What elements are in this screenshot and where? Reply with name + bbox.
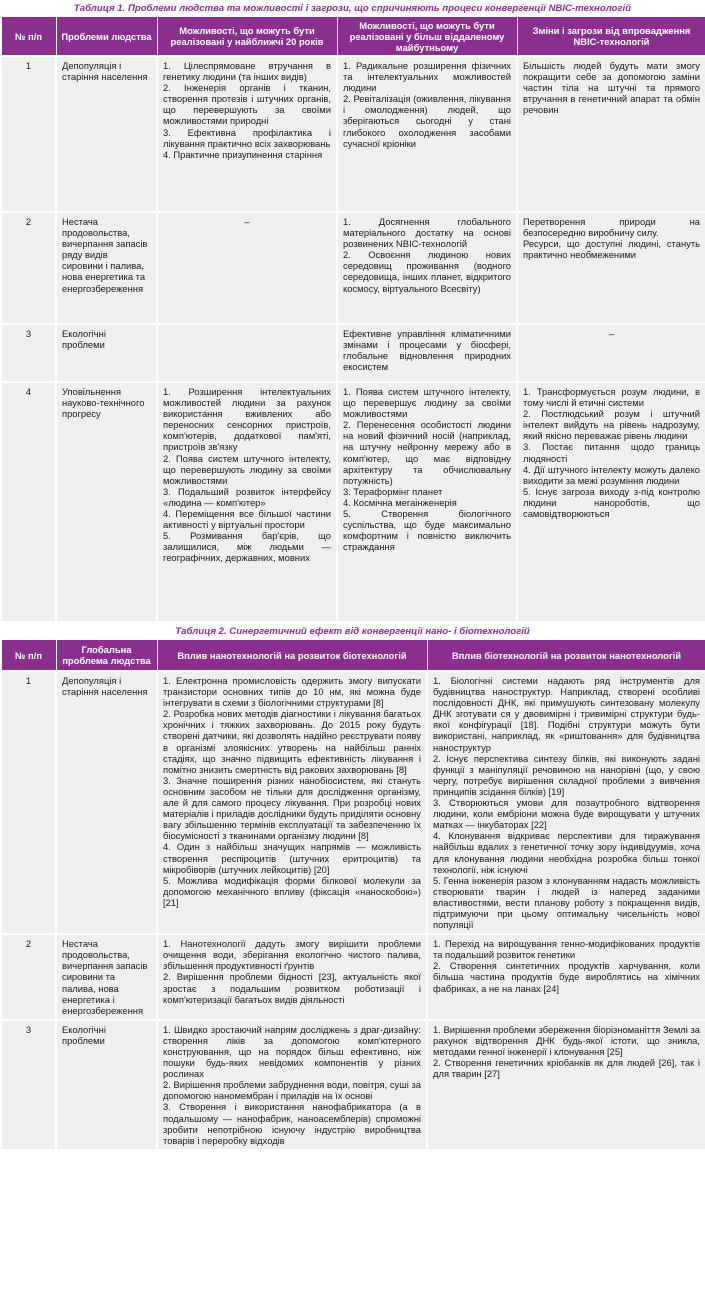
table-row bbox=[1, 382, 705, 622]
table2-header-nano: Вплив нанотехнологій на розвиток біотехнологій bbox=[157, 640, 427, 672]
list-item: 4. Клонування відкриває перспективи для тиражування найбільш вдалих з генетичної точку зору індивідуумів, хоча для клонування людини необхідна розробка більш тонкої технології, ніж існуючі bbox=[433, 830, 700, 875]
list-item: – bbox=[244, 216, 250, 227]
list-item: 1. Поява систем штучного інтелекту, що перевершує людину за своїми можливостями bbox=[343, 386, 511, 420]
list-item: Більшість людей будуть мати змогу покращити себе за допомогою заміни частин тіла на штучні та прямого втручання в генетичний апарат та обмін речовин bbox=[523, 60, 700, 116]
list-item: 1. Цілеспрямоване втручання в генетику людини (та інших видів) bbox=[163, 60, 331, 83]
cell-threats bbox=[517, 56, 705, 212]
list-item: 2. Освоєння людиною нових середовищ проживання (водного середовища, інших планет, відкритого космосу, віртуального Всесвіту) bbox=[343, 249, 511, 294]
cell-far bbox=[337, 212, 517, 324]
list-item: Ресурси, що доступні людині, стануть практично необмеженими bbox=[523, 238, 700, 261]
list-item: Перетворення природи на безпосередню виробничу силу. bbox=[523, 216, 700, 239]
list-item: 2. Перенесення особистості людини на новий фізичний носій (наприклад, на штучну нейронну мережу або в комп'ютер, що має відповідну архітектуру та обчислювальну потужність) bbox=[343, 419, 511, 486]
list-item: 4. Практичне призупинення старіння bbox=[163, 148, 323, 160]
list-item: 3. Ефективна профілактика і лікування практично всіх захворювань bbox=[163, 126, 331, 149]
table-row bbox=[1, 212, 705, 324]
list-item: 2. Створення синтетичних продуктів харчування, коли більша частина продуктів буде вироблятись на хімічних фабриках, а не на ланах [24] bbox=[433, 960, 700, 994]
row-problem: Депопуляція і старіння населення bbox=[56, 671, 157, 934]
list-item: Ефективне управління кліматичними змінами і процесами у біосфері, глобальне відновлення природних екосистем bbox=[343, 328, 511, 373]
row-number: 1 bbox=[1, 671, 56, 934]
table1-header-problem: Проблеми людства bbox=[56, 17, 157, 57]
cell-bio bbox=[427, 934, 705, 1020]
list-item: 1. Досягнення глобального матеріального достатку на основі розвинених NBIC-технологій bbox=[343, 216, 511, 250]
list-item: 1. Нанотехнології дадуть змогу вирішити проблеми очищення води, зберігання екологічно чистого палива, збільшення продуктивності ґрунтів bbox=[163, 938, 421, 972]
cell-far bbox=[337, 324, 517, 382]
table2-header-problem: Глобальна проблема людства bbox=[56, 640, 157, 672]
list-item: 3. Створюються умови для позаутробного відтворення людини, коли ембріони можна буде вирощувати у штучних матках — інкубаторах [22] bbox=[433, 797, 700, 831]
row-number: 3 bbox=[1, 324, 56, 382]
cell-near bbox=[157, 324, 337, 382]
table2-header-num: № п/п bbox=[1, 640, 56, 672]
list-item: 2. Постлюдський розум і штучний інтелект вийдуть на рівень надрозуму, який якісно переважає рівень людини bbox=[523, 408, 700, 442]
list-item: 5. Створення біологічного суспільства, що буде максимально комфортним і повністю виключить страждання bbox=[343, 508, 511, 553]
row-problem: Екологічні проблеми bbox=[56, 324, 157, 382]
table-row bbox=[1, 324, 705, 382]
list-item: – bbox=[608, 328, 615, 339]
list-item: 2. Вирішення проблеми забруднення води, повітря, суші за допомогою наномембран і приладів на їх основі bbox=[163, 1079, 421, 1102]
cell-nano bbox=[157, 1020, 427, 1150]
list-item: 3. Постає питання щодо границь людяності bbox=[523, 441, 700, 464]
list-item: 5. Можлива модифікація форми білкової молекули за допомогою механічного впливу (фіксація «нанoскобою») [21] bbox=[163, 874, 421, 908]
list-item: 4. Космічна мегаінженерія bbox=[343, 496, 457, 508]
row-number: 1 bbox=[1, 56, 56, 212]
table2-caption: Таблиця 2. Синергетичний ефект від конвергенції нано- і біотехнологій bbox=[175, 626, 530, 637]
list-item: 3. Створення і використання нанофабрикатора (а в подальшому — нанофабрик, наноасемблерів) спроможні зробити непотрібною існуючу індустрію виробництва товарів і переробку відходів bbox=[163, 1101, 421, 1146]
table2-header-row bbox=[1, 640, 705, 672]
table-row bbox=[1, 56, 705, 212]
table-row bbox=[1, 934, 705, 1020]
row-number: 2 bbox=[1, 212, 56, 324]
table-row bbox=[1, 671, 705, 934]
list-item: 1. Біологічні системи надають ряд інструментів для будівництва наноструктур. Наприклад, створені особливі послідовності ДНК, які примушують синтезовану молекулу ДНК зготувати ся у двовимірні і тривимірні структури будь-якої конфігурації [18]. Подібні структури можуть бути використані, наприклад, як «риштовання» для будівництва наноструктур bbox=[433, 675, 700, 753]
table1-header-num: № п/п bbox=[1, 17, 56, 57]
list-item: 5. Генна інженерія разом з клонуванням надасть можливість створювати тварин і людей із наперед заданими властивостями, вести планову роботу з покращення видів, підтримуючи при цьому оптимальну чисельність нової популяції bbox=[433, 874, 700, 931]
list-item: 1. Електронна промисловість одержить змогу випускати транзистори основних типів до 10 нм, які можна буде інтегрувати в схеми з біологічними структурами [8] bbox=[163, 675, 421, 709]
table1-header-threats: Зміни і загрози від впровадження NBIC-технологій bbox=[517, 17, 705, 57]
list-item: 2. Існує перспектива синтезу білків, які виконують задані функції з маніпуляції речовиною на нанорівні (що, у свою чергу, потребує вирішення складної проблеми з вивчення принципів зсідання білків) [19] bbox=[433, 752, 700, 797]
row-problem: Уповільнення науково-технічного прогресу bbox=[56, 382, 157, 622]
row-number: 4 bbox=[1, 382, 56, 622]
table2 bbox=[0, 639, 705, 1151]
list-item: 1. Трансформується розум людини, в тому числі й етичні системи bbox=[523, 386, 700, 409]
cell-bio bbox=[427, 671, 705, 934]
cell-near bbox=[157, 56, 337, 212]
cell-threats bbox=[517, 324, 705, 382]
table1-header-far: Можливості, що можуть бути реалізовані у більш віддаленому майбутньому bbox=[337, 17, 517, 57]
list-item: 1. Перехід на вирощування генно-модифікованих продуктів та подальший розвиток генетики bbox=[433, 938, 700, 961]
row-problem: Депопуляція і старіння населення bbox=[56, 56, 157, 212]
table1-header-near: Можливості, що можуть бути реалізовані у найближчі 20 років bbox=[157, 17, 337, 57]
list-item: 3. Значне поширення різних нанобіосистем, які стануть основним засобом не тільки для дослідження організму, але й для самого процесу лікування. При розробці нових матеріалів і приладів дослідники будуть приділяти основну вагу збільшенню термінів експлуатації та забезпеченню їх біосумісності з тканинами організму людини [8] bbox=[163, 774, 421, 842]
cell-far bbox=[337, 56, 517, 212]
cell-threats bbox=[517, 382, 705, 622]
list-item: 4. Дії штучного інтелекту можуть далеко виходити за межі розуміння людини bbox=[523, 463, 700, 486]
cell-bio bbox=[427, 1020, 705, 1150]
row-problem: Нестача продовольства, вичерпання запасів сировини та палива, нова енергетика і енергозбереження bbox=[56, 934, 157, 1020]
list-item: 5. Існує загроза виходу з-під контролю людини нанороботів, що самовідтворюються bbox=[523, 485, 700, 520]
list-item: 4. Переміщення все більшої частини активності у віртуальні простори bbox=[163, 508, 331, 531]
list-item: 2. Вирішення проблеми бідності [23], актуальність якої зростає з подальшим розвитком роботизації і комп'ютеризації багатьох видів діяльності bbox=[163, 971, 421, 1005]
table1-header-row bbox=[1, 17, 705, 57]
table2-header-bio: Вплив біотехнологій на розвиток нанотехнологій bbox=[427, 640, 705, 672]
list-item: 3. Подальший розвиток інтерфейсу «людина — комп'ютер» bbox=[163, 485, 331, 508]
list-item: 1. Розширення інтелектуальних можливостей людини за рахунок використання вживлених або переносних сенсорних пристроїв, комп'ютерів, додаткової пам'яті, пристроїв зв'язку bbox=[163, 386, 331, 453]
list-item: 1. Швидко зростаючий напрям досліджень з драг-дизайну: створення ліків за допомогою комп'ютерного конструювання, що на порядок більш ефективно, ніж пошуки будь-яких невідомих компонентів у різних рослинах bbox=[163, 1023, 421, 1080]
list-item: 1. Радикальне розширення фізичних та інтелектуальних можливостей людини bbox=[343, 60, 511, 94]
list-item: 1. Вирішення проблеми збереження біорізноманіття Землі за рахунок відтворення ДНК будь-якої істоти, що зникла, методами генної інженерії і клонування [25] bbox=[433, 1023, 700, 1057]
cell-nano bbox=[157, 934, 427, 1020]
list-item: 2. Розробка нових методів діагностики і лікування багатьох хронічних і тяжких захворювань. До 2015 року будуть створені датчики, які дозволять надійно реєструвати появу в організмі злоякісних утворень на найбільш ранніх стадіях, що значно підвищить ефективність лікування і помітно знизить смертність від ракових захворювань [8] bbox=[163, 708, 421, 775]
list-item: 3. Тераформінг планет bbox=[343, 485, 443, 497]
table1-caption: Таблиця 1. Проблеми людства та можливості і загрози, що спричиняють процеси конвергенції NBIC-технологій bbox=[73, 3, 632, 14]
row-problem: Екологічні проблеми bbox=[56, 1020, 157, 1150]
cell-nano bbox=[157, 671, 427, 934]
list-item: 2. Створення генетичних кріобанків як для людей [26], так і для тварин [27] bbox=[433, 1057, 700, 1080]
cell-near bbox=[157, 382, 337, 622]
list-item: 2. Інженерія органів і тканин, створення протезів і штучних органів, що перевершують за своїми можливостями природні bbox=[163, 82, 331, 127]
table1 bbox=[0, 16, 705, 623]
row-number: 2 bbox=[1, 934, 56, 1020]
list-item: 4. Один з найбільш значущих напрямів — можливість створення респіроцитів (штучних еритроцитів) та мікробіворів (штучних лейкоцитів) [20] bbox=[163, 841, 421, 875]
list-item: 2. Ревіталізація (оживлення, лікування і омолодження) людей, що зберігаються сьогодні у стані глибокого охолодження засобами сучасної кріоніки bbox=[343, 93, 511, 149]
cell-threats bbox=[517, 212, 705, 324]
cell-near bbox=[157, 212, 337, 324]
list-item: 5. Розмивання бар'єрів, що залишилися, між людьми — географічних, державних, мовних bbox=[163, 530, 331, 564]
list-item: 2. Поява систем штучного інтелекту, що перевершують людину за своїми можливостями bbox=[163, 452, 331, 486]
row-problem: Нестача продовольства, вичерпання запасів ряду видів сировини і палива, нова енергетика та енергозбереження bbox=[56, 212, 157, 324]
table-row bbox=[1, 1020, 705, 1150]
cell-far bbox=[337, 382, 517, 622]
row-number: 3 bbox=[1, 1020, 56, 1150]
